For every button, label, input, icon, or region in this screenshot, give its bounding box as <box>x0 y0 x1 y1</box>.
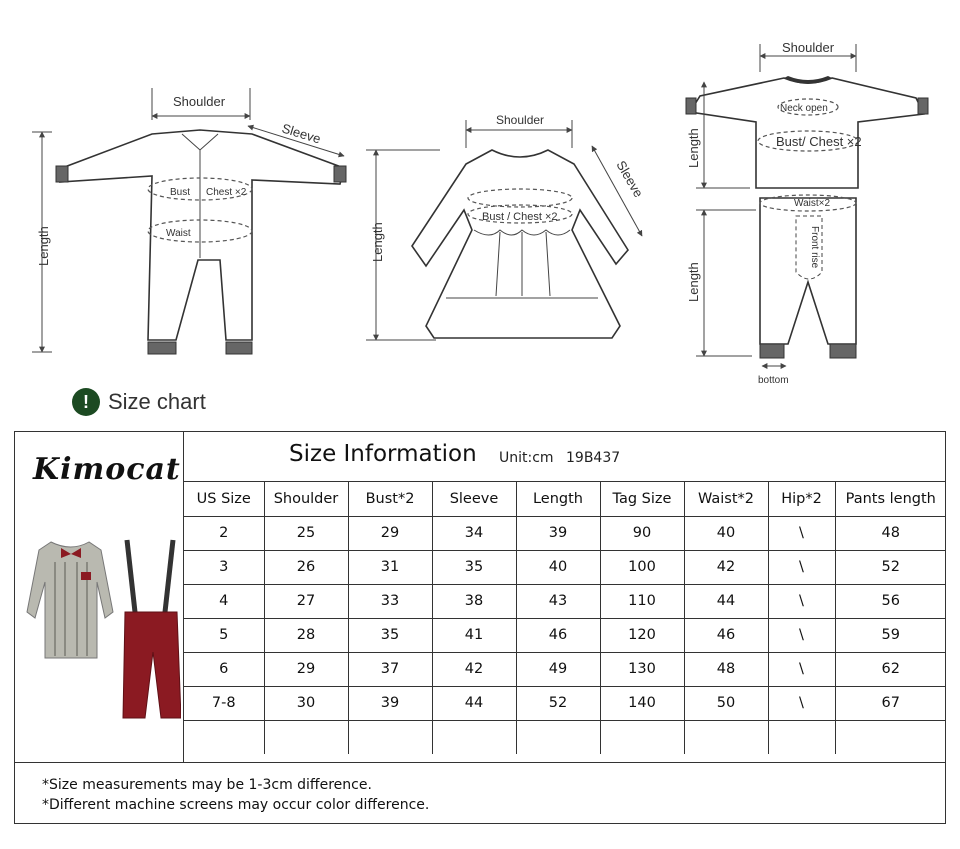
table-cell: 26 <box>264 550 348 584</box>
romper-shoulder-label: Shoulder <box>173 94 226 109</box>
size-chart-heading <box>72 388 206 416</box>
table-header-cell: Waist*2 <box>684 482 768 516</box>
table-cell: \ <box>768 686 835 720</box>
table-cell: 40 <box>684 516 768 550</box>
table-cell <box>184 720 264 754</box>
table-cell <box>835 720 946 754</box>
set-neck-open-label: Neck open <box>780 103 828 114</box>
exclamation-icon: ! <box>72 388 100 416</box>
unit-label: Unit:cm <box>499 450 554 466</box>
table-cell: 42 <box>432 652 516 686</box>
table-cell: 30 <box>264 686 348 720</box>
dress-shoulder-label: Shoulder <box>496 113 545 127</box>
table-cell: \ <box>768 550 835 584</box>
table-cell <box>264 720 348 754</box>
table-cell: 37 <box>348 652 432 686</box>
table-cell: 2 <box>184 516 264 550</box>
table-cell: 25 <box>264 516 348 550</box>
set-pants-length-label: Length <box>686 262 701 302</box>
table-cell: 140 <box>600 686 684 720</box>
set-bottom-label: bottom <box>758 375 789 386</box>
size-table <box>184 482 946 754</box>
table-cell: 67 <box>835 686 946 720</box>
table-cell: 6 <box>184 652 264 686</box>
table-header-cell: Sleeve <box>432 482 516 516</box>
table-cell: 33 <box>348 584 432 618</box>
note-measurement: *Size measurements may be 1-3cm difference. <box>42 777 372 793</box>
table-cell: 120 <box>600 618 684 652</box>
brand-logo: Kimocat <box>33 452 181 487</box>
garment-diagrams <box>0 0 960 420</box>
set-top-length-label: Length <box>686 128 701 168</box>
table-header-row <box>184 482 946 516</box>
set-diagram <box>686 40 928 386</box>
table-cell: 39 <box>348 686 432 720</box>
table-cell: 43 <box>516 584 600 618</box>
dress-sleeve-label: Sleeve <box>613 158 647 200</box>
table-cell: 49 <box>516 652 600 686</box>
table-cell: 90 <box>600 516 684 550</box>
table-cell: 27 <box>264 584 348 618</box>
set-shoulder-label: Shoulder <box>782 40 835 55</box>
romper-sleeve-label: Sleeve <box>280 120 323 147</box>
table-cell <box>348 720 432 754</box>
table-cell: 29 <box>348 516 432 550</box>
table-cell: 56 <box>835 584 946 618</box>
table-cell: \ <box>768 516 835 550</box>
dress-diagram <box>366 113 646 340</box>
table-row <box>184 686 946 720</box>
product-code: 19B437 <box>566 450 621 466</box>
romper-length-label: Length <box>36 226 51 266</box>
note-color: *Different machine screens may occur color difference. <box>42 797 430 813</box>
table-cell: 50 <box>684 686 768 720</box>
table-header-cell: Bust*2 <box>348 482 432 516</box>
size-information-title: Size Information <box>289 441 477 467</box>
table-cell: 38 <box>432 584 516 618</box>
product-image <box>21 532 181 732</box>
table-row <box>184 618 946 652</box>
table-cell <box>684 720 768 754</box>
romper-diagram <box>32 88 346 354</box>
table-cell: 48 <box>684 652 768 686</box>
size-chart-title: Size chart <box>108 389 206 414</box>
size-table-box <box>14 431 946 824</box>
table-cell: 44 <box>432 686 516 720</box>
table-cell: 31 <box>348 550 432 584</box>
table-cell <box>600 720 684 754</box>
table-cell: 46 <box>684 618 768 652</box>
table-cell: 35 <box>348 618 432 652</box>
table-cell: 4 <box>184 584 264 618</box>
table-cell: 3 <box>184 550 264 584</box>
table-header-cell: Length <box>516 482 600 516</box>
table-cell: 52 <box>835 550 946 584</box>
table-cell: 29 <box>264 652 348 686</box>
romper-chest-label: Chest ×2 <box>206 187 247 198</box>
table-cell <box>516 720 600 754</box>
table-cell: \ <box>768 652 835 686</box>
table-cell: 100 <box>600 550 684 584</box>
table-header-cell: Hip*2 <box>768 482 835 516</box>
set-front-rise-label: Front rise <box>809 226 820 269</box>
table-cell: 7-8 <box>184 686 264 720</box>
table-cell: 28 <box>264 618 348 652</box>
table-row <box>184 550 946 584</box>
table-cell <box>432 720 516 754</box>
table-cell <box>768 720 835 754</box>
table-cell: 59 <box>835 618 946 652</box>
table-header-cell: Pants length <box>835 482 946 516</box>
dress-bust-chest-label: Bust / Chest ×2 <box>482 211 558 223</box>
table-row <box>184 652 946 686</box>
table-header-cell: US Size <box>184 482 264 516</box>
table-cell: 130 <box>600 652 684 686</box>
table-cell: 110 <box>600 584 684 618</box>
romper-waist-label: Waist <box>166 228 191 239</box>
table-row <box>184 584 946 618</box>
table-cell: 34 <box>432 516 516 550</box>
dress-length-label: Length <box>370 222 385 262</box>
table-cell: 52 <box>516 686 600 720</box>
table-cell: 35 <box>432 550 516 584</box>
table-cell: 40 <box>516 550 600 584</box>
table-cell: 46 <box>516 618 600 652</box>
table-cell: 44 <box>684 584 768 618</box>
table-header-cell: Tag Size <box>600 482 684 516</box>
size-information-header <box>184 432 946 482</box>
table-cell: 48 <box>835 516 946 550</box>
romper-bust-label: Bust <box>170 187 191 198</box>
table-cell: 42 <box>684 550 768 584</box>
brand-panel <box>15 432 184 762</box>
table-cell: 41 <box>432 618 516 652</box>
set-waist-label: Waist×2 <box>794 198 831 209</box>
set-bust-chest-label: Bust/ Chest ×2 <box>776 134 862 149</box>
table-header-cell: Shoulder <box>264 482 348 516</box>
table-cell: 39 <box>516 516 600 550</box>
table-cell: 5 <box>184 618 264 652</box>
table-cell: 62 <box>835 652 946 686</box>
notes-section <box>15 762 945 825</box>
table-row <box>184 516 946 550</box>
table-cell: \ <box>768 618 835 652</box>
table-cell: \ <box>768 584 835 618</box>
table-empty-row <box>184 720 946 754</box>
